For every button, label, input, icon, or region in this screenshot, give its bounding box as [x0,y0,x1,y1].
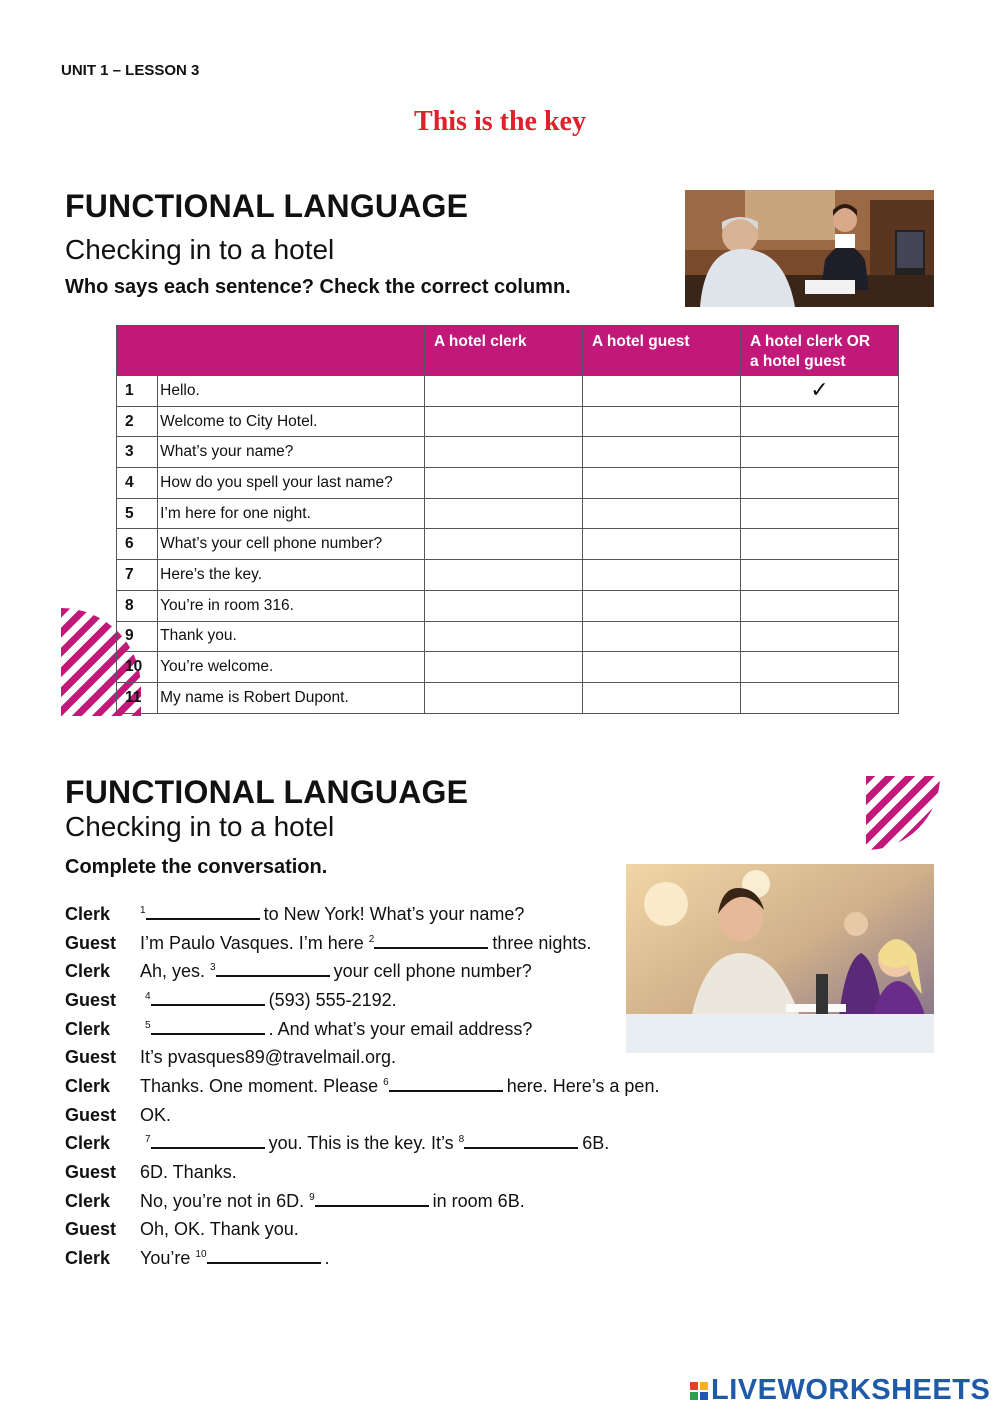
conversation-line [65,1216,659,1245]
text-segment: your cell phone number? [333,961,532,982]
line-text [140,1133,609,1154]
text-segment: I’m Paulo Vasques. I’m here [140,932,369,953]
check-cell-either[interactable] [741,376,899,407]
check-cell-clerk[interactable] [425,529,583,560]
text-segment: 6D. Thanks. [140,1162,237,1183]
blank-number: 2 [368,933,375,945]
row-number: 2 [117,406,158,437]
blank-number: 3 [210,962,216,974]
text-segment: in room 6B. [432,1190,525,1211]
row-sentence: How do you spell your last name? [158,468,425,499]
speaker-label: Clerk [65,1018,111,1039]
check-cell-clerk[interactable] [425,560,583,591]
text-segment: You’re [140,1248,196,1269]
brand-name: LIVEWORKSHEETS [711,1374,991,1406]
row-number: 11 [117,682,158,713]
row-number: 8 [117,590,158,621]
check-cell-either[interactable] [741,468,899,499]
conversation-line [65,986,659,1015]
conversation-line [65,900,659,929]
col-either-line2: a hotel guest [750,353,846,370]
table-row [117,437,899,468]
conversation-line [65,957,659,986]
check-cell-clerk[interactable] [425,652,583,683]
text-segment: . [324,1248,330,1269]
check-cell-clerk[interactable] [425,468,583,499]
line-text [140,961,532,982]
check-cell-clerk[interactable] [425,437,583,468]
table-row [117,406,899,437]
speaker-label: Guest [65,1047,117,1068]
section1-title: FUNCTIONAL LANGUAGE [65,188,469,224]
line-text [140,1191,525,1212]
conversation-line [65,1072,659,1101]
blank-number: 4 [145,990,151,1002]
answer-blank[interactable] [207,1248,321,1264]
speaker-label: Clerk [65,961,111,982]
col-either [741,326,899,376]
unit-label: UNIT 1 – LESSON 3 [61,62,200,79]
conversation-line [65,1043,659,1072]
text-segment: . And what’s your email address? [268,1018,533,1039]
col-hotel-clerk: A hotel clerk [425,326,583,376]
check-cell-guest[interactable] [583,376,741,407]
check-cell-either[interactable] [741,437,899,468]
row-sentence: Hello. [158,376,425,407]
speaker-label: Guest [65,1162,117,1183]
row-number: 3 [117,437,158,468]
hotel-checkin-photo [626,864,934,1053]
speaker-label: Guest [65,1104,117,1125]
section1-subtitle: Checking in to a hotel [65,234,335,265]
key-note: This is the key [414,106,586,137]
check-cell-guest[interactable] [583,437,741,468]
row-sentence: Thank you. [158,621,425,652]
line-text [140,1076,659,1097]
conversation-line [65,1244,659,1273]
check-cell-guest[interactable] [583,560,741,591]
check-cell-either[interactable] [741,529,899,560]
blank-number: 6 [383,1076,389,1088]
speaker-label: Clerk [65,1133,111,1154]
table-row [117,682,899,713]
answer-blank[interactable] [374,933,488,949]
text-segment: three nights. [492,932,592,953]
section2-subtitle: Checking in to a hotel [65,811,335,842]
text-segment: you. This is the key. It’s [268,1133,459,1154]
table-row [117,652,899,683]
who-says-table [116,325,899,714]
text-segment: No, you’re not in 6D. [140,1190,310,1211]
conversation-line [65,1130,659,1159]
table-row [117,621,899,652]
check-cell-guest[interactable] [583,590,741,621]
hotel-reception-photo [685,190,934,307]
check-cell-guest[interactable] [583,468,741,499]
blank-number: 9 [309,1191,315,1203]
line-text [140,1105,171,1126]
answer-blank[interactable] [315,1191,429,1207]
check-cell-guest[interactable] [583,529,741,560]
check-cell-guest[interactable] [583,621,741,652]
conversation [65,900,659,1273]
answer-blank[interactable] [151,1019,265,1035]
row-sentence: I’m here for one night. [158,498,425,529]
text-segment: 6B. [582,1133,610,1154]
row-sentence: You’re welcome. [158,652,425,683]
section2-instruction: Complete the conversation. [65,856,328,878]
row-sentence: You’re in room 316. [158,590,425,621]
liveworksheets-logo-icon [690,1382,708,1400]
row-sentence: Here’s the key. [158,560,425,591]
answer-blank[interactable] [151,1133,265,1149]
check-cell-clerk[interactable] [425,376,583,407]
row-number: 4 [117,468,158,499]
check-cell-either[interactable] [741,560,899,591]
answer-blank[interactable] [464,1133,578,1149]
col-hotel-guest: A hotel guest [583,326,741,376]
row-number: 9 [117,621,158,652]
check-cell-clerk[interactable] [425,682,583,713]
check-cell-either[interactable] [741,652,899,683]
check-cell-either[interactable] [741,621,899,652]
text-segment: Thanks. One moment. Please [140,1075,384,1096]
line-text [140,904,524,925]
text-segment: (593) 555-2192. [268,989,397,1010]
check-cell-either[interactable] [741,498,899,529]
blank-number: 8 [458,1134,465,1146]
speaker-label: Guest [65,989,117,1010]
line-text [140,1047,396,1068]
row-number: 6 [117,529,158,560]
line-text [140,933,591,954]
check-cell-either[interactable] [741,406,899,437]
check-cell-guest[interactable] [583,498,741,529]
section2-title: FUNCTIONAL LANGUAGE [65,774,469,810]
row-number: 10 [117,652,158,683]
line-text [140,1162,237,1183]
text-segment: It’s pvasques89@travelmail.org. [140,1047,397,1068]
row-sentence: What’s your cell phone number? [158,529,425,560]
answer-blank[interactable] [151,990,265,1006]
check-cell-either[interactable] [741,590,899,621]
col-either-line1: A hotel clerk OR [750,333,871,350]
table-row [117,560,899,591]
answer-blank[interactable] [389,1076,503,1092]
conversation-line [65,1101,659,1130]
conversation-line [65,1015,659,1044]
speaker-label: Clerk [65,903,111,924]
text-segment: to New York! What’s your name? [263,903,525,924]
checkmark-icon: ✓ [810,376,829,402]
line-text [140,1219,299,1240]
text-segment: Oh, OK. Thank you. [140,1219,299,1240]
conversation-line [65,1158,659,1187]
speaker-label: Guest [65,1219,117,1240]
text-segment: Ah, yes. [140,961,211,982]
decorative-stripes-2 [866,776,940,850]
row-sentence: Welcome to City Hotel. [158,406,425,437]
table-row [117,468,899,499]
conversation-line [65,1187,659,1216]
table-row [117,376,899,407]
speaker-label: Guest [65,932,117,953]
row-sentence: My name is Robert Dupont. [158,682,425,713]
text-segment: OK. [140,1104,172,1125]
line-text [140,990,397,1011]
check-cell-either[interactable] [741,682,899,713]
liveworksheets-logo [690,1374,990,1407]
check-cell-guest[interactable] [583,682,741,713]
check-cell-clerk[interactable] [425,498,583,529]
table-row [117,529,899,560]
conversation-line [65,929,659,958]
line-text [140,1019,532,1040]
row-number: 1 [117,376,158,407]
speaker-label: Clerk [65,1190,111,1211]
row-sentence: What’s your name? [158,437,425,468]
row-number: 7 [117,560,158,591]
speaker-label: Clerk [65,1075,111,1096]
speaker-label: Clerk [65,1248,111,1269]
answer-blank[interactable] [146,904,260,920]
table-row [117,590,899,621]
check-cell-guest[interactable] [583,406,741,437]
check-cell-clerk[interactable] [425,406,583,437]
blank-number: 5 [145,1019,151,1031]
check-cell-clerk[interactable] [425,590,583,621]
blank-number: 10 [195,1249,207,1261]
row-number: 5 [117,498,158,529]
text-segment: here. Here’s a pen. [506,1075,660,1096]
blank-number: 1 [140,904,146,916]
line-text [140,1248,330,1269]
check-cell-clerk[interactable] [425,621,583,652]
blank-number: 7 [145,1134,151,1146]
section1-instruction: Who says each sentence? Check the correct column. [65,276,571,298]
table-row [117,498,899,529]
answer-blank[interactable] [216,961,330,977]
check-cell-guest[interactable] [583,652,741,683]
table-header-blank [117,326,425,376]
